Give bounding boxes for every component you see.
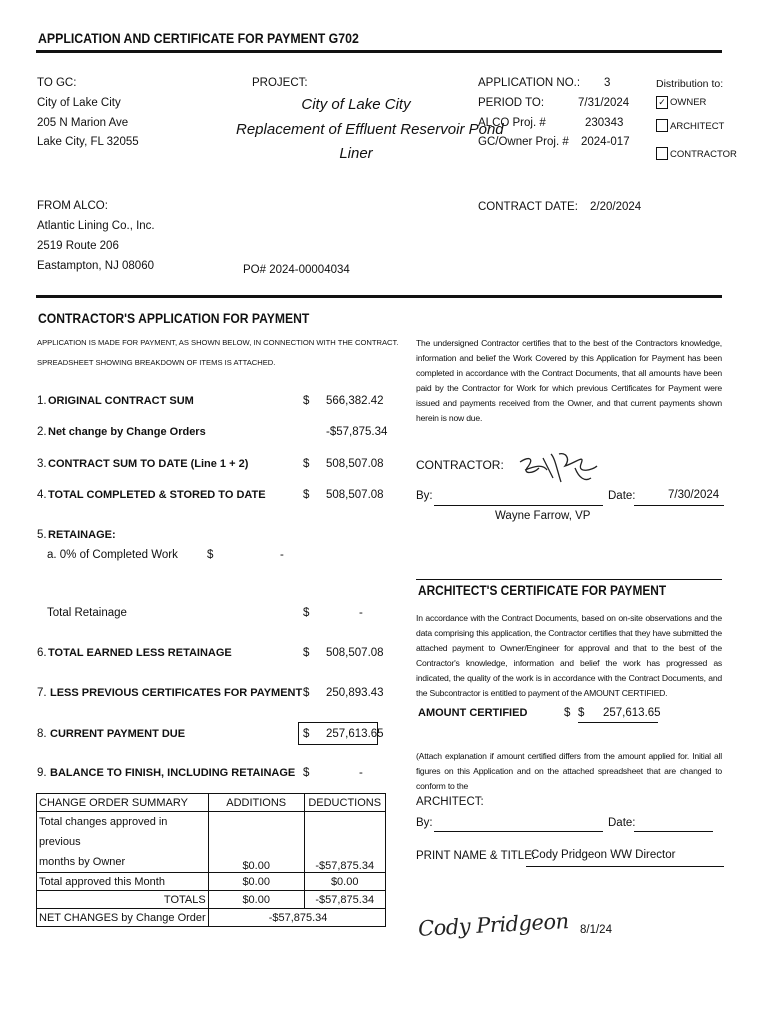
total-retainage-label: Total Retainage [47,607,127,619]
header-summary: CHANGE ORDER SUMMARY [37,794,209,812]
owner-label: OWNER [670,97,707,108]
to-gc-label: TO GC: [37,77,77,89]
line-7-value: 250,893.43 [326,687,384,699]
architect-by-label: By: [416,817,433,829]
architect-heading: ARCHITECT'S CERTIFICATE FOR PAYMENT [418,583,667,598]
by-label: By: [416,490,433,502]
contract-date-label: CONTRACT DATE: [478,201,578,213]
title-rule [36,50,722,53]
architect-sign-date: 8/1/24 [580,924,612,936]
line-3-value: 508,507.08 [326,458,384,470]
by-line [434,505,603,506]
line-9-number: 9. [37,767,47,779]
line-5-number: 5. [37,529,47,541]
to-gc-address1: 205 N Marion Ave [37,117,129,129]
certification-text: The undersigned Contractor certifies that to the best of the Contractors knowledge, information and belief the Work Covered by this Application for Payment has been completed in accordance with the Contract Documents, that all amounts have been paid by the Contractor for Work for which previous Certificates for Payment were issued and payments received from the Owner, and that current payments shown herein is now due. [416,338,722,423]
line-4-label: TOTAL COMPLETED & STORED TO DATE [48,489,266,501]
print-name-label: PRINT NAME & TITLE: [416,850,536,862]
section-rule [36,295,722,298]
contractor-app-intro1: APPLICATION IS MADE FOR PAYMENT, AS SHOWN BELOW, IN CONNECTION WITH THE CONTRACT. [37,338,399,347]
print-name-line [526,866,724,867]
amount-underline [578,722,658,723]
net-value: -$57,875.34 [208,909,385,927]
total-retainage-value: - [359,607,363,619]
owner-checkbox[interactable]: ✓ [656,96,668,109]
line-8-label: CURRENT PAYMENT DUE [50,728,186,740]
header-deductions: DEDUCTIONS [304,794,385,812]
amount-certified-label: AMOUNT CERTIFIED [418,707,528,719]
line-8-value: 257,613.65 [326,728,384,740]
total-retainage-currency: $ [303,607,310,619]
architect-label: ARCHITECT [670,121,725,132]
line-4-value: 508,507.08 [326,489,384,501]
contractor-signature [515,448,610,488]
previous-additions: $0.00 [208,812,304,873]
line-1-label: ORIGINAL CONTRACT SUM [48,395,194,407]
change-order-table [36,793,386,927]
alco-proj-label: ALCO Proj. # [478,117,546,129]
net-label: NET CHANGES by Change Order [37,909,209,927]
contractor-date: 7/30/2024 [668,489,720,501]
contractor-label: CONTRACTOR [670,149,737,160]
contractor-checkbox[interactable] [656,147,668,160]
gc-owner-proj: 2024-017 [581,136,630,148]
line-4-number: 4. [37,489,47,501]
table-row-net [37,909,386,927]
from-alco-address1: 2519 Route 206 [37,240,119,252]
previous-label-line2: months by Owner [39,856,126,868]
architect-date-label: Date: [608,817,636,829]
totals-deductions: -$57,875.34 [304,891,385,909]
amount-certified: 257,613.65 [603,707,661,719]
print-name: Cody Pridgeon WW Director [531,849,676,861]
architect-signature: Cody Pridgeon [417,909,570,941]
line-1-value: 566,382.42 [326,395,384,407]
line-7-currency: $ [303,687,310,699]
architect-rule [416,579,722,580]
attach-note: (Attach explanation if amount certified differs from the amount applied for. Initial all figures on this Application and on the attached spreadsheet that are changed to conform to the [416,751,722,791]
previous-deductions: -$57,875.34 [304,812,385,873]
line-5-label: RETAINAGE: [48,529,116,541]
period-to: 7/31/2024 [578,97,630,109]
line-8-currency: $ [303,728,310,740]
previous-label-line1: Total changes approved in previous [39,816,168,848]
project-label: PROJECT: [252,77,308,89]
line-4-currency: $ [303,489,310,501]
line-3-number: 3. [37,458,47,470]
line-6-number: 6. [37,647,47,659]
month-deductions: $0.00 [304,873,385,891]
architect-label: ARCHITECT: [416,796,484,808]
line-3-label: CONTRACT SUM TO DATE (Line 1 + 2) [48,458,249,470]
month-additions: $0.00 [208,873,304,891]
page-title: APPLICATION AND CERTIFICATE FOR PAYMENT G702 [38,30,359,46]
from-alco-name: Atlantic Lining Co., Inc. [37,220,155,232]
from-alco-label: FROM ALCO: [37,200,108,212]
po-number: PO# 2024-00004034 [243,264,350,276]
contractor-app-heading: CONTRACTOR'S APPLICATION FOR PAYMENT [38,311,310,326]
period-to-label: PERIOD TO: [478,97,545,109]
table-row-previous [37,812,386,873]
distribution-label: Distribution to: [656,78,724,90]
to-gc-name: City of Lake City [37,97,121,109]
alco-proj: 230343 [585,117,624,129]
project-line2: Replacement of Effluent Reservoir Pond [236,121,504,138]
contractor-label: CONTRACTOR: [416,458,504,472]
contract-date: 2/20/2024 [590,201,642,213]
month-label: Total approved this Month [37,873,209,891]
architect-checkbox[interactable] [656,119,668,132]
architect-date-line [634,831,713,832]
to-gc-address2: Lake City, FL 32055 [37,136,139,148]
line-8-number: 8. [37,728,47,740]
line-1-number: 1. [37,395,47,407]
from-alco-address2: Eastampton, NJ 08060 [37,260,154,272]
totals-label: TOTALS [37,891,209,909]
project-line1: City of Lake City [301,96,411,113]
amount-currency-2: $ [578,707,585,719]
line-5a-value: - [280,549,284,561]
previous-label [37,812,209,873]
architect-text: In accordance with the Contract Documents, based on on-site observations and the data comprising this application, the Contractor certifies that they have submitted the attached payment to Owner/Engineer for approval and that to the best of the Contractor's knowledge, information and belief the work has progressed as indicated, the quality of the work is in accordance with the Contract Documents, and the Subcontractor is entitled to payment of the AMOUNT CERTIFIED. [416,613,722,698]
line-7-label: LESS PREVIOUS CERTIFICATES FOR PAYMENT [50,687,303,699]
signer-name: Wayne Farrow, VP [495,510,591,522]
amount-currency-1: $ [564,707,571,719]
line-9-currency: $ [303,767,310,779]
application-no-label: APPLICATION NO.: [478,77,581,89]
architect-by-line [434,831,603,832]
date-line [634,505,724,506]
contractor-app-intro2: SPREADSHEET SHOWING BREAKDOWN OF ITEMS IS ATTACHED. [37,358,276,367]
line-2-label: Net change by Change Orders [48,426,206,438]
line-9-value: - [359,767,363,779]
line-3-currency: $ [303,458,310,470]
project-line3: Liner [339,145,373,162]
application-no: 3 [604,77,611,89]
table-row-month [37,873,386,891]
table-header-row [37,794,386,812]
line-5a-label: a. 0% of Completed Work [47,549,178,561]
line-6-value: 508,507.08 [326,647,384,659]
totals-additions: $0.00 [208,891,304,909]
date-label: Date: [608,490,636,502]
line-2-number: 2. [37,426,47,438]
line-6-currency: $ [303,647,310,659]
table-row-totals [37,891,386,909]
line-1-currency: $ [303,395,310,407]
line-7-number: 7. [37,687,47,699]
line-5a-currency: $ [207,549,214,561]
line-6-label: TOTAL EARNED LESS RETAINAGE [48,647,232,659]
header-additions: ADDITIONS [208,794,304,812]
line-2-value: -$57,875.34 [326,426,388,438]
gc-owner-proj-label: GC/Owner Proj. # [478,136,569,148]
line-9-label: BALANCE TO FINISH, INCLUDING RETAINAGE [50,767,296,779]
